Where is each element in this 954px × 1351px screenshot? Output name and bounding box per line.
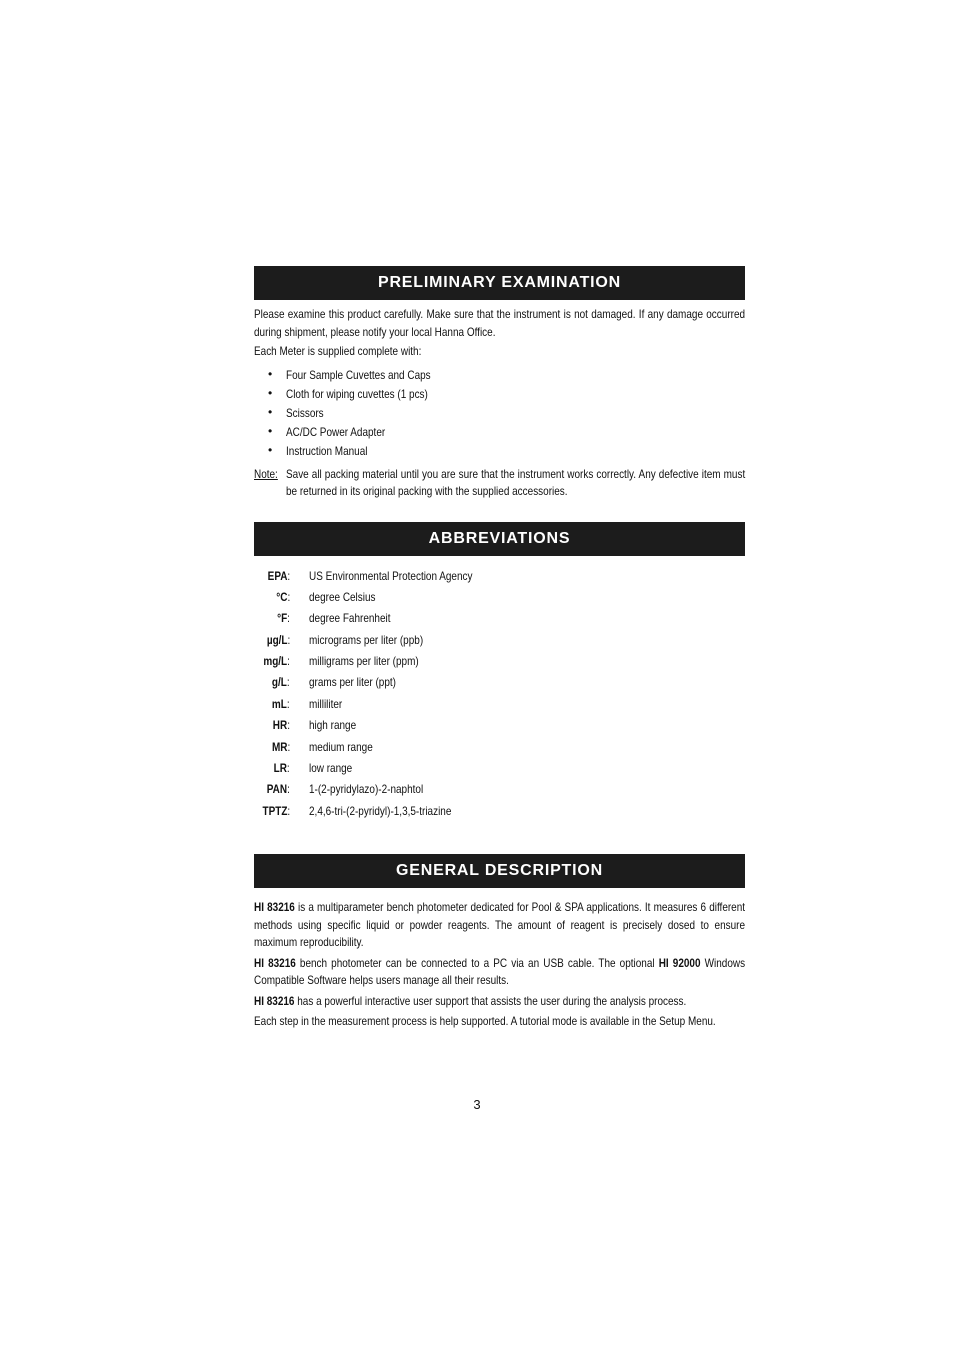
abbreviation-row: MR: medium range: [271, 740, 373, 754]
page-number: 3: [473, 1097, 481, 1112]
general-description-body: [254, 899, 745, 1031]
section-header-preliminary: PRELIMINARY EXAMINATION: [254, 266, 745, 300]
general-paragraph-2: HI 83216 bench photometer can be connected to a PC via an USB cable. The optional HI 92000 Windows Compatible Software helps users manage all their results.: [254, 956, 746, 988]
abbreviation-row: TPTZ: 2,4,6-tri-(2-pyridyl)-1,3,5-triazine: [262, 804, 452, 818]
general-paragraph-4: Each step in the measurement process is help supported. A tutorial mode is available in the Setup Menu.: [254, 1015, 716, 1029]
preliminary-intro: Please examine this product carefully. Make sure that the instrument is not damaged. If any damage occurred during shipment, please notify your local Hanna Office.: [254, 308, 746, 339]
bullet-icon: •: [268, 423, 273, 438]
abbreviation-row: µg/L: micrograms per liter (ppb): [266, 633, 424, 647]
general-paragraph-3: HI 83216 has a powerful interactive user support that assists the user during the analysis process.: [254, 994, 687, 1008]
section-header-general-description: GENERAL DESCRIPTION: [254, 854, 745, 888]
abbreviation-row: mL: milliliter: [272, 697, 343, 711]
note-label: Note:: [254, 467, 278, 481]
bullet-icon: •: [268, 442, 273, 457]
abbreviation-row: LR: low range: [273, 762, 353, 776]
list-item: • AC/DC Power Adapter: [268, 423, 386, 439]
list-item: • Cloth for wiping cuvettes (1 pcs): [268, 385, 428, 401]
bullet-icon: •: [268, 385, 273, 400]
abbreviation-row: PAN: 1-(2-pyridylazo)-2-naphtol: [266, 783, 424, 797]
manual-page: [254, 266, 745, 1031]
list-item: • Scissors: [268, 404, 324, 420]
abbreviation-row: g/L: grams per liter (ppt): [272, 676, 396, 690]
bullet-icon: •: [268, 366, 273, 381]
list-item: • Four Sample Cuvettes and Caps: [268, 366, 431, 382]
abbreviation-row: °C: degree Celsius: [276, 590, 376, 604]
abbreviation-row: mg/L: milligrams per liter (ppm): [263, 655, 419, 669]
note-text: Save all packing material until you are sure that the instrument works correctly. Any defective item must be returned in its original packing with the supplied accessories.: [286, 467, 746, 498]
abbreviation-row: °F: degree Fahrenheit: [277, 612, 391, 626]
bullet-icon: •: [268, 404, 273, 419]
list-item: • Instruction Manual: [268, 442, 368, 458]
abbreviation-row: EPA: US Environmental Protection Agency: [267, 569, 473, 583]
section-header-abbreviations: ABBREVIATIONS: [254, 522, 745, 556]
note-block: [254, 466, 745, 501]
general-paragraph-1: HI 83216 is a multiparameter bench photometer dedicated for Pool & SPA applications. It measures 6 different methods using specific liquid or powder reagents. The amount of reagent is precisely dosed to ensure maximum reproducibility.: [254, 901, 746, 950]
abbreviation-row: HR: high range: [272, 719, 357, 733]
abbreviations-list: [254, 566, 745, 823]
supplied-items-list: [254, 365, 745, 460]
supplied-text: Each Meter is supplied complete with:: [254, 345, 422, 358]
